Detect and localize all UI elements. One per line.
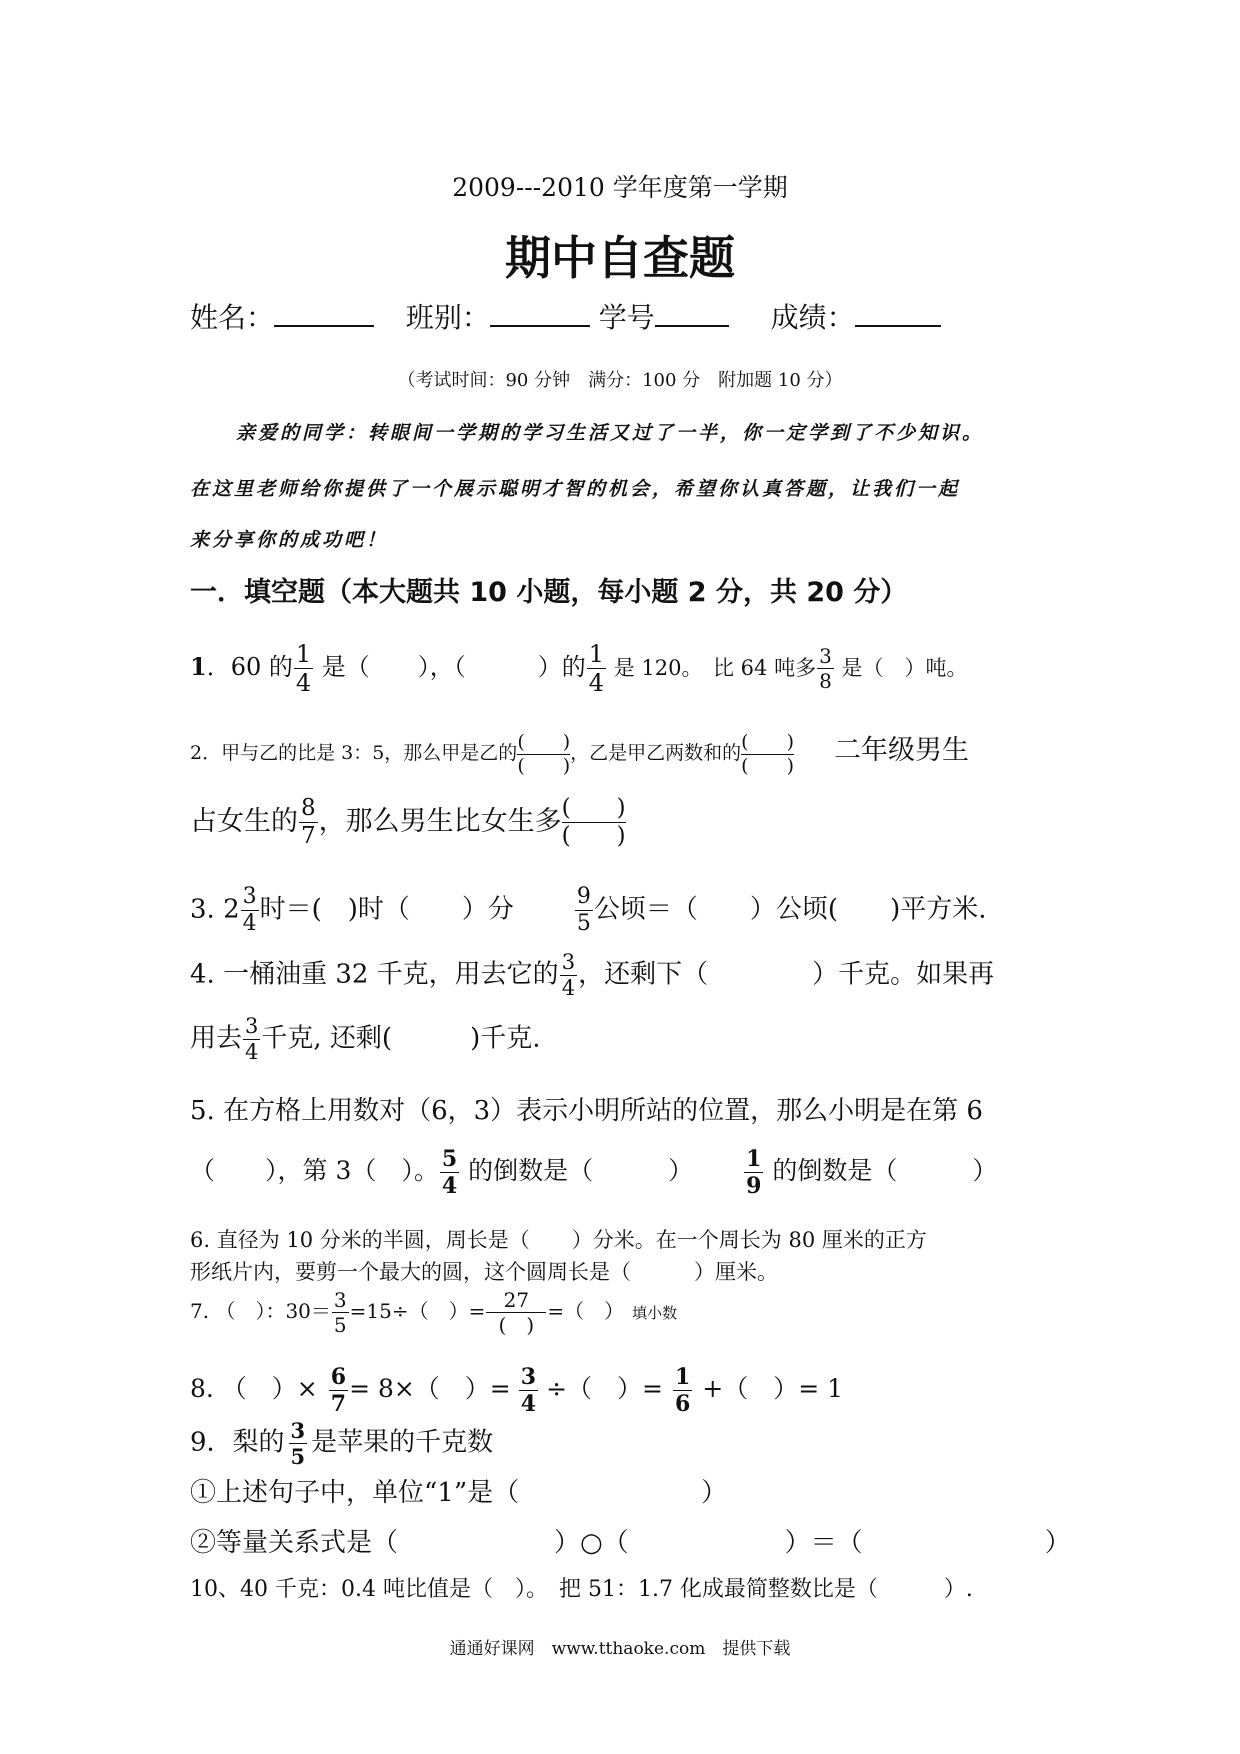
score-label: 成绩： — [770, 301, 855, 334]
q3-fraction-2: $\frac{9}{5}$ — [576, 884, 591, 936]
q1-text-b: 是（ ），（ ）的 — [314, 653, 586, 681]
q1-fraction-2: $\frac{1}{4}$ — [588, 640, 605, 697]
score-blank[interactable] — [855, 324, 941, 327]
question-8 — [190, 1366, 843, 1415]
question-5-line-2 — [190, 1148, 997, 1197]
q2-text-e: ，那么男生比女生多 — [318, 806, 562, 837]
q8-fraction-2: $\frac{3}{4}$ — [520, 1364, 537, 1417]
q1-fraction-3: $\frac{3}{8}$ — [819, 644, 832, 693]
q9-text-a: 9．梨的 — [190, 1427, 285, 1458]
question-4-line-2 — [190, 1016, 540, 1063]
page-title: 期中自查题 — [505, 231, 735, 285]
q1-text-a: ．60 的 — [206, 653, 293, 681]
q4-text-a: 4. 一桶油重 32 千克，用去它的 — [190, 959, 559, 990]
q2-blank-fraction-2[interactable]: ( ) ( ) — [741, 730, 794, 777]
q8-text-d: +（ ）= 1 — [702, 1374, 844, 1403]
question-2-line-1 — [190, 728, 969, 776]
question-6-line-1 — [190, 1224, 927, 1254]
q1-text-e: 是（ ）吨。 — [834, 656, 968, 680]
q4-fraction-2: $\frac{3}{4}$ — [245, 1014, 259, 1064]
q7-text-a: 7. （ ）：30＝ — [190, 1299, 331, 1323]
q3-text-b: 时＝( )时（ ）分 — [259, 894, 514, 925]
q7-text-b: =15÷（ ）= — [349, 1299, 486, 1323]
q1-text-c: 是 120。 比 64 吨多 — [607, 656, 817, 680]
q1-fraction-1: $\frac{1}{4}$ — [295, 640, 312, 697]
name-label: 姓名： — [190, 301, 275, 334]
q4-text-d: 千克, 还剩( )千克. — [261, 1023, 541, 1054]
footer-text: 通通好课网 www.tthaoke.com 提供下载 — [449, 1639, 791, 1659]
q5-fraction-2: $\frac{1}{9}$ — [746, 1146, 762, 1199]
question-2-line-2 — [190, 797, 626, 848]
q8-text-c: ÷（ ）= — [546, 1374, 663, 1403]
name-blank[interactable] — [274, 324, 374, 327]
q3-text-a: 3. 2 — [190, 894, 240, 925]
q5-text-b: （ ），第 3（ ）。 — [190, 1156, 439, 1185]
q7-text-c: =（ ） — [547, 1299, 625, 1323]
q5-text-d: 的倒数是（ ） — [764, 1156, 998, 1185]
number-label: 学号 — [598, 301, 655, 334]
q1-number: 1 — [190, 652, 207, 681]
q2-text-a: 2．甲与乙的比是 3：5，那么甲是乙的 — [190, 742, 518, 764]
exam-info: （考试时间：90 分钟 满分：100 分 附加题 10 分） — [397, 370, 843, 391]
school-year: 2009---2010 学年度第一学期 — [452, 173, 788, 202]
class-label: 班别： — [405, 301, 490, 334]
q8-fraction-3: $\frac{1}{6}$ — [674, 1364, 691, 1417]
question-9-sub-2: ②等量关系式是（ ）○（ ）＝（ ） — [190, 1528, 1071, 1558]
q6-text-a: 6. 直径为 10 分米的半圆，周长是（ ）分米。在一个周长为 80 厘米的正方 — [190, 1228, 927, 1252]
q4-text-b: ，还剩下（ ）千克。如果再 — [578, 959, 995, 990]
q2-blank-fraction-1[interactable]: ( ) ( ) — [517, 730, 571, 777]
q4-fraction-1: $\frac{3}{4}$ — [561, 950, 576, 1000]
q9-fraction: $\frac{3}{5}$ — [290, 1418, 306, 1469]
question-5-line-1 — [190, 1090, 983, 1127]
number-blank[interactable] — [655, 324, 729, 327]
intro-line-2: 在这里老师给你提供了一个展示聪明才智的机会，希望你认真答题，让我们一起 — [190, 478, 961, 500]
question-10: 10、40 千克：0.4 吨比值是（ ）。 把 51：1.7 化成最简整数比是（ ）. — [190, 1577, 973, 1602]
q2-text-d: 占女生的 — [190, 806, 298, 837]
q2-fraction: $\frac{8}{7}$ — [301, 795, 316, 849]
q7-fraction-1: $\frac{3}{5}$ — [333, 1288, 347, 1337]
question-9 — [190, 1420, 493, 1467]
section-1-title: 一．填空题（本大题共 10 小题，每小题 2 分，共 20 分） — [190, 577, 908, 608]
question-6-line-2 — [190, 1256, 778, 1286]
q5-text-c: 的倒数是（ ） — [460, 1156, 694, 1185]
question-7 — [190, 1290, 677, 1335]
q8-text-b: = 8×（ ）= — [349, 1374, 511, 1403]
question-3 — [190, 886, 986, 935]
q6-text-b: 形纸片内，要剪一个最大的圆，这个圆周长是（ ）厘米。 — [190, 1260, 778, 1284]
q9-text-b: 是苹果的千克数 — [311, 1427, 494, 1458]
intro-line-3: 来分享你的成功吧！ — [190, 529, 389, 551]
q4-text-c: 用去 — [190, 1023, 243, 1054]
student-info-row — [190, 296, 941, 336]
class-blank[interactable] — [490, 324, 590, 327]
q2-blank-fraction-3[interactable]: ( ) ( ) — [561, 795, 626, 849]
intro-line-1: 亲爱的同学：转眼间一学期的学习生活又过了一半，你一定学到了不少知识。 — [236, 422, 985, 444]
q5-fraction-1: $\frac{5}{4}$ — [441, 1146, 458, 1199]
q8-text-a: 8. （ ）× — [190, 1374, 318, 1403]
q3-text-c: 公顷＝（ ）公顷( )平方米. — [593, 894, 987, 925]
q7-note: 填小数 — [632, 1304, 678, 1322]
q2-text-c: 二年级男生 — [833, 735, 969, 766]
question-4-line-1 — [190, 952, 994, 999]
q7-fraction-2: $\frac{27}{( )}$ — [486, 1290, 546, 1335]
question-9-sub-1: ①上述句子中，单位“1”是（ ） — [190, 1478, 728, 1508]
q3-fraction-1: $\frac{3}{4}$ — [242, 884, 257, 936]
q8-fraction-1: $\frac{6}{7}$ — [330, 1364, 347, 1417]
question-1 — [190, 642, 968, 695]
q5-text-a: 5. 在方格上用数对（6，3）表示小明所站的位置，那么小明是在第 6 — [190, 1096, 983, 1126]
q2-text-b: ，乙是甲乙两数和的 — [570, 742, 742, 764]
